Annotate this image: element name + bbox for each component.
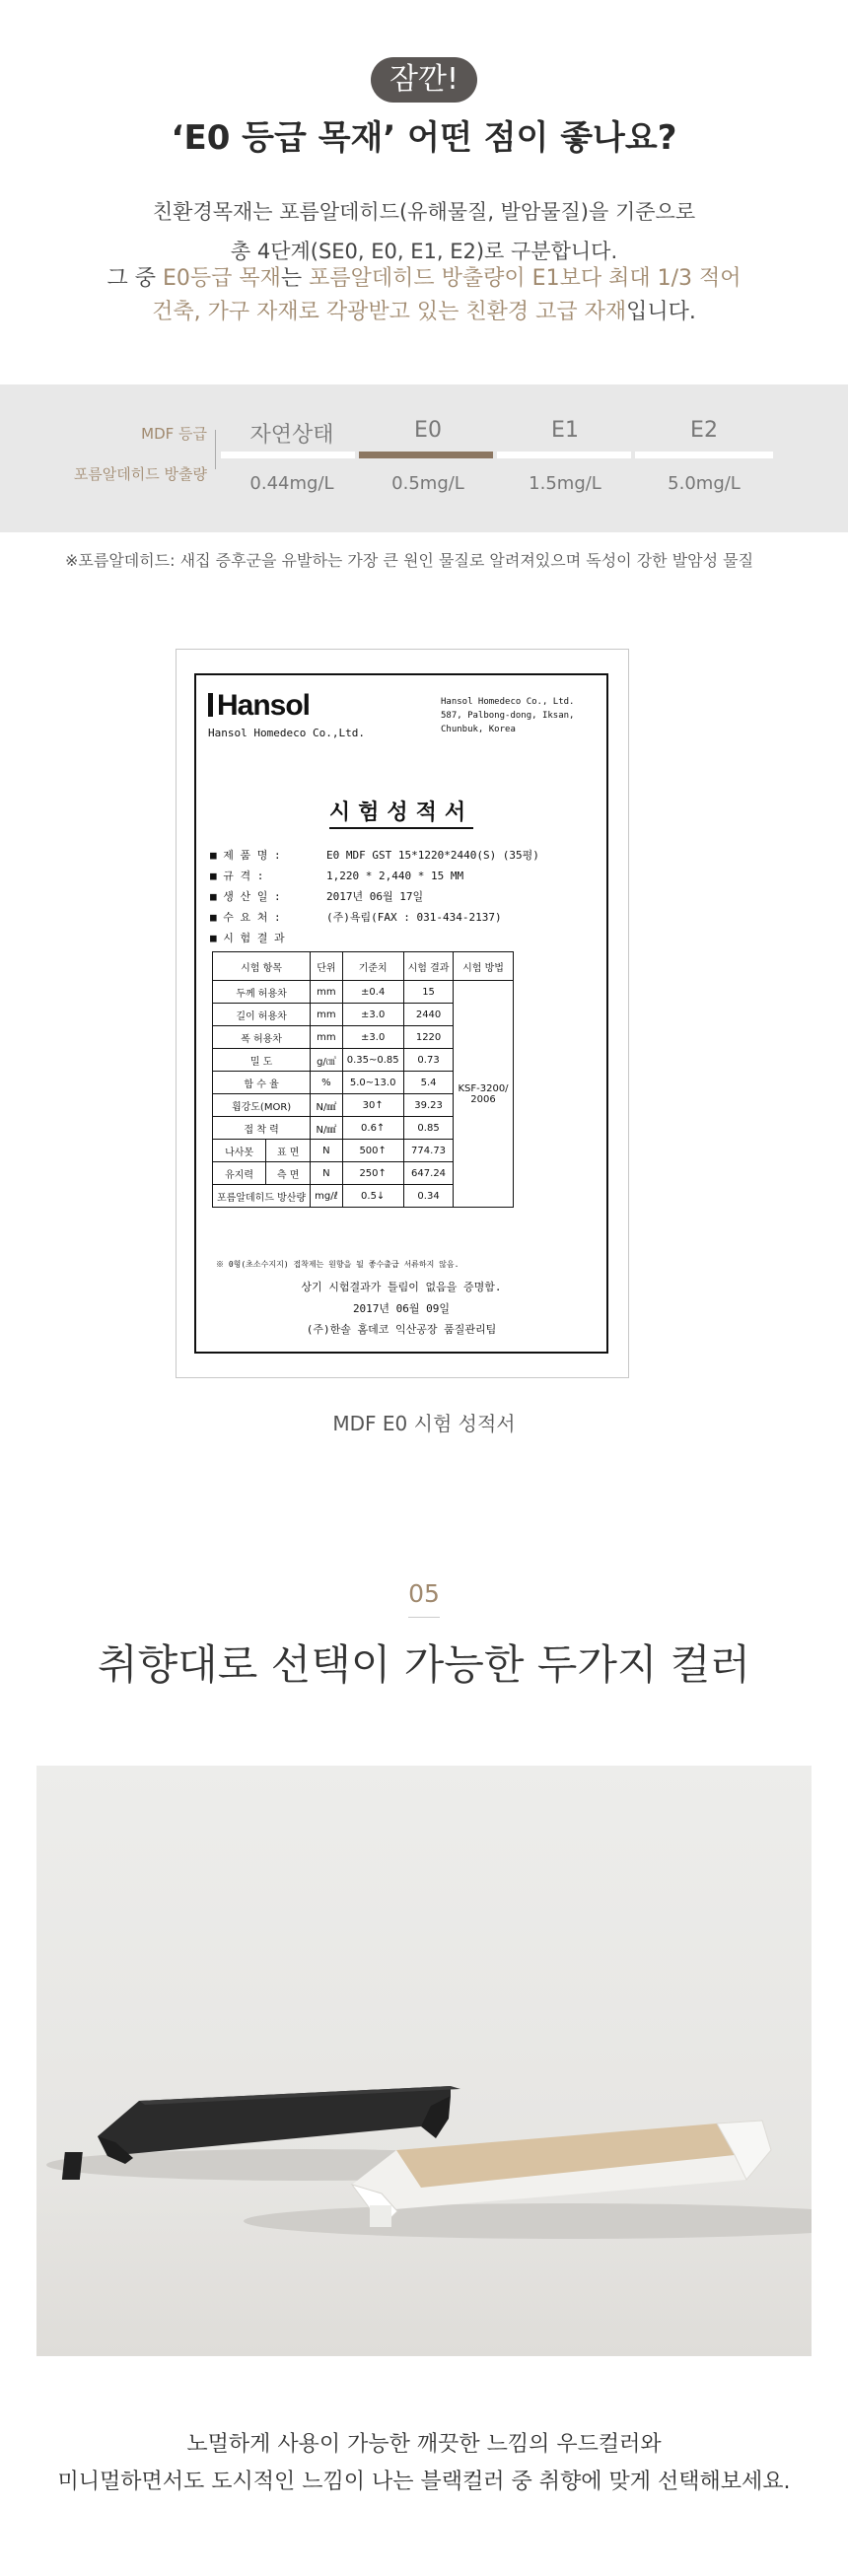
section-divider bbox=[408, 1617, 440, 1618]
band-bracket-line bbox=[215, 430, 222, 469]
desc-3-highlight-e0: E0등급 목재 bbox=[163, 266, 281, 291]
cell-item: 두께 허용차 bbox=[213, 981, 311, 1004]
address-line: Chunbuk, Korea bbox=[441, 725, 516, 734]
column-header: 시험 결과 bbox=[403, 952, 454, 981]
certificate-date: 2017년 06월 09일 bbox=[352, 1302, 451, 1315]
certificate-issuer: (주)한솔 홈데코 익산공장 품질관리팀 bbox=[306, 1323, 497, 1336]
field-value: 2017년 06월 17일 bbox=[326, 890, 424, 903]
certificate-caption: MDF E0 시험 성적서 bbox=[332, 1412, 516, 1435]
table-header-row bbox=[213, 952, 514, 981]
certificate-address bbox=[441, 695, 608, 736]
cell-result: 15 bbox=[403, 981, 454, 1004]
grade-value-natural: 0.44mg/L bbox=[249, 473, 334, 494]
desc-3-part-c: 는 bbox=[280, 266, 310, 291]
cell-unit: N bbox=[311, 1162, 343, 1185]
grade-bar-e1 bbox=[497, 452, 631, 458]
field-value: E0 MDF GST 15*1220*2440(S) (35평) bbox=[326, 849, 539, 862]
cell-item: 표 면 bbox=[266, 1140, 311, 1162]
grade-value-e0: 0.5mg/L bbox=[391, 473, 464, 494]
cell-item: 길이 허용차 bbox=[213, 1004, 311, 1026]
product-color-photo bbox=[36, 1766, 812, 2356]
desc-4-suffix: 입니다. bbox=[626, 300, 696, 324]
hansol-logo: Hansol bbox=[208, 689, 310, 723]
cell-item: 함 수 율 bbox=[213, 1072, 311, 1094]
column-header: 단위 bbox=[311, 952, 343, 981]
section-number: 05 bbox=[408, 1579, 440, 1608]
test-results-table bbox=[212, 951, 514, 1208]
cell-unit: N/㎟ bbox=[311, 1117, 343, 1140]
field-key: ■ 생 산 일 : bbox=[210, 886, 326, 907]
section-title: 취향대로 선택이 가능한 두가지 컬러 bbox=[98, 1640, 750, 1689]
cell-unit: g/㎤ bbox=[311, 1049, 343, 1072]
cell-result: 39.23 bbox=[403, 1094, 454, 1117]
cell-standard: ±0.4 bbox=[342, 981, 403, 1004]
monitor-stands-illustration bbox=[36, 1766, 812, 2356]
grade-value-e1: 1.5mg/L bbox=[529, 473, 601, 494]
field-row bbox=[210, 886, 539, 907]
cell-result: 647.24 bbox=[403, 1162, 454, 1185]
cell-item: 휨강도(MOR) bbox=[213, 1094, 311, 1117]
field-value: (주)욕림(FAX : 031-434-2137) bbox=[326, 911, 502, 924]
desc-3-highlight-emission: 포름알데히드 방출량이 E1보다 최대 1/3 적어 bbox=[309, 266, 742, 291]
field-key: ■ 수 요 처 : bbox=[210, 907, 326, 928]
certificate-frame bbox=[194, 673, 608, 1354]
cell-standard: 0.35~0.85 bbox=[342, 1049, 403, 1072]
grade-name-e0: E0 bbox=[414, 418, 442, 443]
address-line: Hansol Homedeco Co., Ltd. bbox=[441, 697, 575, 707]
cell-standard: 0.6↑ bbox=[342, 1117, 403, 1140]
cell-result: 0.34 bbox=[403, 1185, 454, 1208]
cell-unit: mm bbox=[311, 1004, 343, 1026]
cell-result: 5.4 bbox=[403, 1072, 454, 1094]
certificate-title bbox=[196, 796, 606, 826]
cell-result: 1220 bbox=[403, 1026, 454, 1049]
grade-bar-e2 bbox=[635, 452, 773, 458]
mdf-grade-label: MDF 등급 bbox=[141, 425, 207, 443]
cell-result: 0.85 bbox=[403, 1117, 454, 1140]
field-key: ■ 시 험 결 과 bbox=[210, 928, 326, 948]
cell-item: 폭 허용차 bbox=[213, 1026, 311, 1049]
field-key: ■ 제 품 명 : bbox=[210, 845, 326, 866]
grade-name-natural: 자연상태 bbox=[249, 423, 334, 448]
test-certificate-image bbox=[176, 649, 629, 1378]
cell-group: 나사못 bbox=[213, 1140, 266, 1162]
certificate-note: ※ 0형(초소수지지) 접착제는 원향을 될 좋수출급 서류하지 않음. bbox=[216, 1260, 459, 1269]
column-header: 시험 방법 bbox=[454, 952, 513, 981]
address-line: 587, Palbong-dong, Iksan, bbox=[441, 711, 575, 721]
wood-stand-shadow bbox=[244, 2203, 812, 2239]
cell-item: 측 면 bbox=[266, 1162, 311, 1185]
column-header: 기준치 bbox=[342, 952, 403, 981]
method-line: KSF-3200/ bbox=[458, 1082, 509, 1094]
field-row bbox=[210, 928, 539, 948]
cell-unit: mm bbox=[311, 1026, 343, 1049]
cell-item: 접 착 력 bbox=[213, 1117, 311, 1140]
cell-unit: mg/ℓ bbox=[311, 1185, 343, 1208]
cell-standard: ±3.0 bbox=[342, 1026, 403, 1049]
cell-unit: % bbox=[311, 1072, 343, 1094]
cell-result: 774.73 bbox=[403, 1140, 454, 1162]
grade-bar-natural bbox=[221, 452, 355, 458]
certificate-confirmation: 상기 시험결과가 틀림이 없음을 증명함. bbox=[301, 1281, 502, 1293]
description-line-1: 친환경목재는 포름알데히드(유해물질, 발암물질)을 기준으로 bbox=[152, 200, 696, 224]
certificate-fields bbox=[210, 845, 539, 948]
closing-line-2: 미니멀하면서도 도시적인 느낌이 나는 블랙컬러 중 취향에 맞게 선택해보세요. bbox=[57, 2470, 791, 2494]
cell-item: 포름알데히드 방산량 bbox=[213, 1185, 311, 1208]
field-row bbox=[210, 866, 539, 886]
column-header: 시험 항목 bbox=[213, 952, 311, 981]
cell-standard: 250↑ bbox=[342, 1162, 403, 1185]
field-row bbox=[210, 845, 539, 866]
description-line-2: 총 4단계(SE0, E0, E1, E2)로 구분합니다. bbox=[230, 240, 618, 263]
cell-result: 0.73 bbox=[403, 1049, 454, 1072]
cell-unit: N/㎟ bbox=[311, 1094, 343, 1117]
desc-3-part-a: 그 중 bbox=[106, 266, 164, 291]
certificate-company: Hansol Homedeco Co.,Ltd. bbox=[208, 727, 365, 739]
notice-title: ‘E0 등급 목재’ 어떤 점이 좋나요? bbox=[171, 118, 677, 158]
grade-bar-e0 bbox=[359, 452, 493, 458]
description-line-4 bbox=[0, 293, 848, 332]
notice-badge: 잠깐! bbox=[371, 57, 477, 103]
cell-unit: N bbox=[311, 1140, 343, 1162]
field-value: 1,220 * 2,440 * 15 MM bbox=[326, 870, 464, 882]
cell-group: 유지력 bbox=[213, 1162, 266, 1185]
field-key: ■ 규 격 : bbox=[210, 866, 326, 886]
cell-standard: 30↑ bbox=[342, 1094, 403, 1117]
grade-comparison-band bbox=[0, 384, 848, 532]
cell-standard: 500↑ bbox=[342, 1140, 403, 1162]
field-row bbox=[210, 907, 539, 928]
closing-line-1: 노멀하게 사용이 가능한 깨끗한 느낌의 우드컬러와 bbox=[186, 2432, 662, 2457]
table-row bbox=[213, 981, 514, 1004]
desc-4-highlight: 건축, 가구 자재로 각광받고 있는 친환경 고급 자재 bbox=[152, 300, 627, 324]
cell-standard: 5.0~13.0 bbox=[342, 1072, 403, 1094]
cell-unit: mm bbox=[311, 981, 343, 1004]
method-line: 2006 bbox=[470, 1093, 496, 1105]
formaldehyde-emission-label: 포름알데히드 방출량 bbox=[73, 465, 207, 483]
cell-standard: 0.5↓ bbox=[342, 1185, 403, 1208]
cell-method bbox=[454, 981, 513, 1208]
cell-standard: ±3.0 bbox=[342, 1004, 403, 1026]
cell-result: 2440 bbox=[403, 1004, 454, 1026]
cell-item: 밀 도 bbox=[213, 1049, 311, 1072]
certificate-title-text: 시험성적서 bbox=[329, 801, 473, 829]
grade-name-e2: E2 bbox=[690, 418, 718, 443]
formaldehyde-footnote: ※포름알데히드: 새집 증후군을 유발하는 가장 큰 원인 물질로 알려져있으며 독성이 강한 발암성 물질 bbox=[65, 551, 754, 570]
grade-value-e2: 5.0mg/L bbox=[668, 473, 741, 494]
grade-name-e1: E1 bbox=[551, 418, 579, 443]
